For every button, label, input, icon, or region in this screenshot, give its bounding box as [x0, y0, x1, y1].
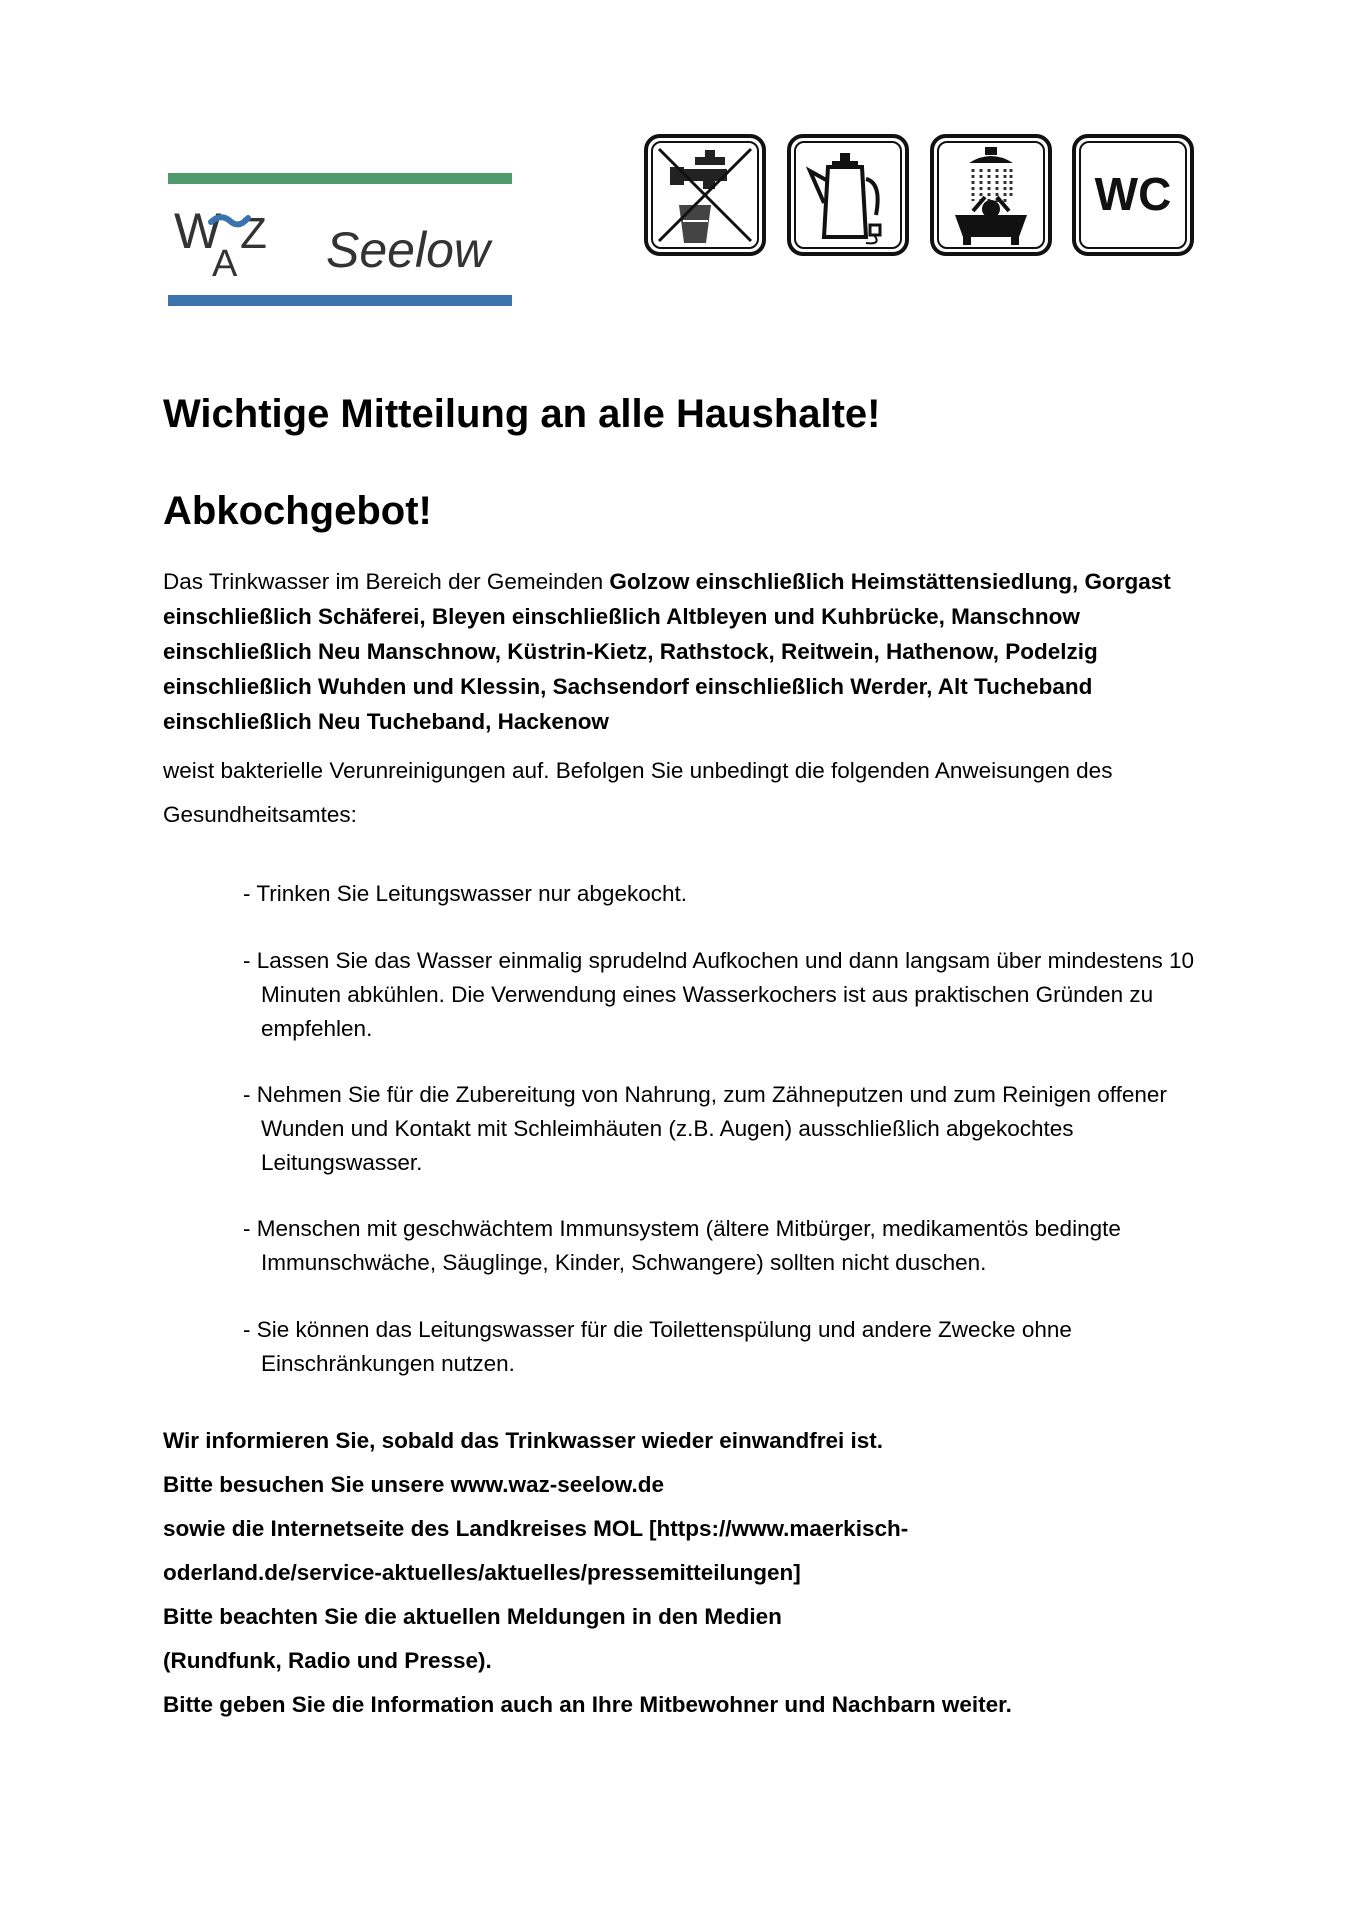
waz-seelow-logo: [168, 170, 512, 312]
svg-text:Seelow: Seelow: [326, 222, 490, 278]
page-title: Wichtige Mitteilung an alle Haushalte!: [163, 392, 881, 436]
intro-affected-areas: Golzow einschließlich Heimstättensiedlung, Gorgast einschließlich Schäferei, Bleyen einschließlich Altbleyen und Kuhbrücke, Manschnow einschließlich Neu Manschnow, Küstrin-Kietz, Rathstock, Reitwein, Hathenow, Podelzig einschließlich Wuhden und Klessin, Sachsendorf einschließlich Werder, Alt Tucheband einschließlich Neu Tucheband, Hackenow: [163, 569, 1171, 734]
closing-line: Bitte geben Sie die Information auch an Ihre Mitbewohner und Nachbarn weiter.: [163, 1692, 1012, 1717]
instruction-item: - Sie können das Leitungswasser für die Toilettenspülung und andere Zwecke ohne Einschränkungen nutzen.: [243, 1317, 1072, 1376]
logo-lettering: [168, 170, 512, 312]
svg-text:W: W: [174, 203, 222, 259]
no-drinking-tap-water-icon: [643, 133, 763, 257]
closing-notes: [163, 1419, 1223, 1727]
intro-paragraph: [163, 564, 1223, 739]
closing-line: sowie die Internetseite des Landkreises MOL [https://www.maerkisch-: [163, 1516, 909, 1541]
closing-line-url: oderland.de/service-aktuelles/aktuelles/pressemitteilungen]: [163, 1560, 801, 1585]
instruction-item: - Trinken Sie Leitungswasser nur abgekocht.: [243, 881, 687, 906]
closing-line: (Rundfunk, Radio und Presse).: [163, 1648, 492, 1673]
kettle-icon: [786, 133, 906, 257]
instruction-item: - Nehmen Sie für die Zubereitung von Nahrung, zum Zähneputzen und zum Reinigen offener Wunden und Kontakt mit Schleimhäuten (z.B. Augen) ausschließlich abgekochtes Leitungswasser.: [243, 1082, 1167, 1175]
logo-blue-bar: [168, 295, 512, 306]
shower-bath-icon: [929, 133, 1049, 257]
wc-label: WC: [1094, 168, 1172, 220]
svg-text:A: A: [212, 243, 238, 285]
closing-line: Wir informieren Sie, sobald das Trinkwasser wieder einwandfrei ist.: [163, 1428, 884, 1453]
page-subtitle: Abkochgebot!: [163, 489, 432, 533]
instruction-item: - Lassen Sie das Wasser einmalig sprudelnd Aufkochen und dann langsam über mindestens 10 Minuten abkühlen. Die Verwendung eines Wasserkochers ist aus praktischen Gründen zu empfehlen.: [243, 948, 1194, 1041]
instruction-item: - Menschen mit geschwächtem Immunsystem (ältere Mitbürger, medikamentös bedingte Immunschwäche, Säuglinge, Kinder, Schwangere) sollten nicht duschen.: [243, 1216, 1121, 1275]
intro-lead: Das Trinkwasser im Bereich der Gemeinden: [163, 569, 610, 594]
wc-icon: [1071, 133, 1191, 257]
pictogram-row: [643, 133, 1193, 263]
svg-text:Z: Z: [240, 209, 267, 258]
contamination-paragraph: weist bakterielle Verunreinigungen auf. Befolgen Sie unbedingt die folgenden Anweisungen des Gesundheitsamtes:: [163, 758, 1113, 827]
closing-line-website: Bitte besuchen Sie unsere www.waz-seelow.de: [163, 1472, 664, 1497]
closing-line: Bitte beachten Sie die aktuellen Meldungen in den Medien: [163, 1604, 782, 1629]
